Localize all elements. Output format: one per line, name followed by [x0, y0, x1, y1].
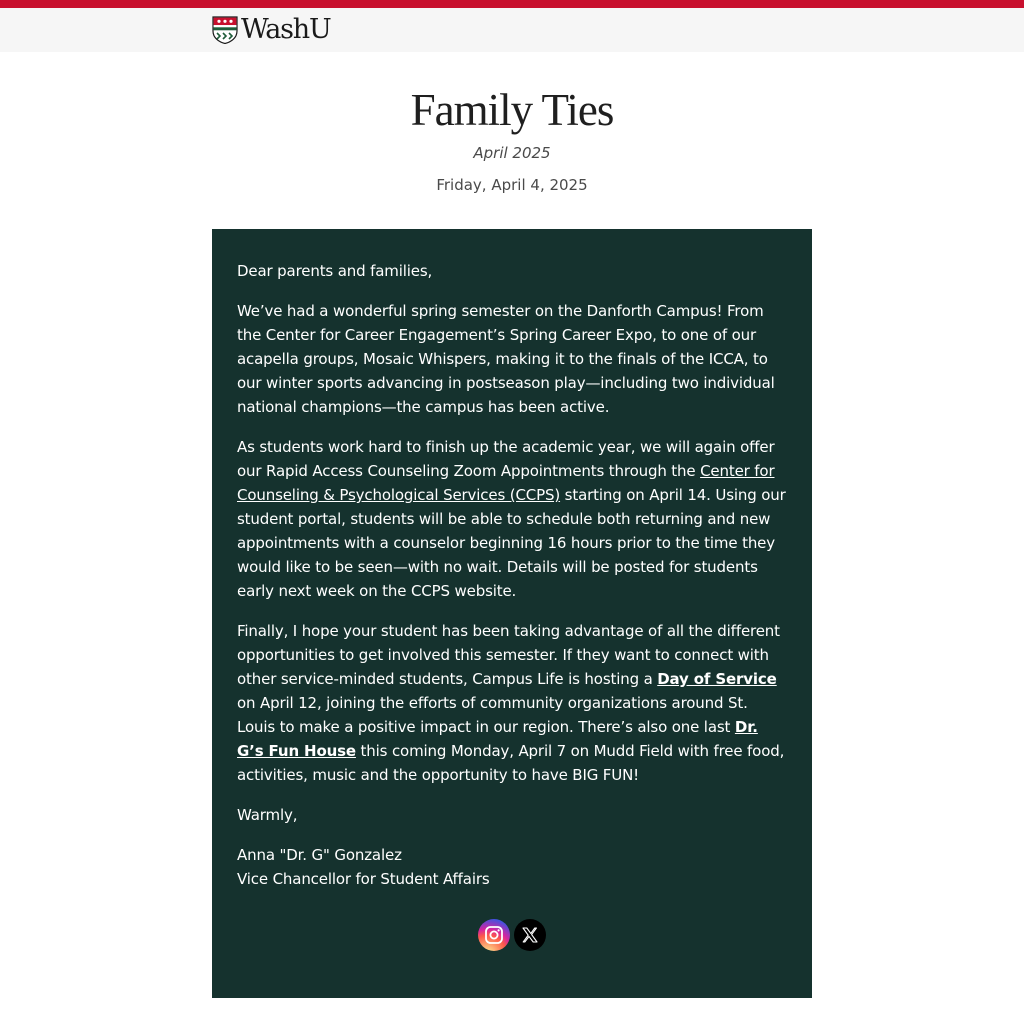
top-accent-stripe	[0, 0, 1024, 8]
signer-name: Anna "Dr. G" Gonzalez	[237, 846, 402, 864]
paragraph-text: As students work hard to finish up the academic year, we will again offer our Rapid Access Counseling Zoom Appointments through the	[237, 438, 775, 480]
paragraph-text: this coming Monday, April 7 on Mudd Field with free food, activities, music and the opportunity to have BIG FUN!	[237, 742, 785, 784]
social-links	[212, 919, 812, 951]
paragraph-involvement	[237, 619, 787, 787]
day-of-service-link[interactable]: Day of Service	[657, 670, 777, 688]
instagram-glyph	[484, 925, 504, 945]
ccps-link[interactable]: Center for Counseling & Psychological Services (CCPS)	[237, 462, 775, 504]
washu-shield-icon	[212, 16, 238, 44]
paragraph-text: starting on April 14. Using our student portal, students will be able to schedule both returning and new appointments with a counselor beginning 16 hours prior to the time they would like to be seen—with no wait. Details will be posted for students early next week on the CCPS website.	[237, 486, 786, 600]
washu-logo[interactable]	[212, 16, 331, 44]
x-glyph	[521, 926, 539, 944]
fun-house-link[interactable]: Dr. G’s Fun House	[237, 718, 758, 760]
paragraph-counseling	[237, 435, 787, 603]
publish-date: Friday, April 4, 2025	[436, 176, 588, 194]
paragraph-semester-recap: We’ve had a wonderful spring semester on the Danforth Campus! From the Center for Career Engagement’s Spring Career Expo, to one of our acapella groups, Mosaic Whispers, making it to the finals of the ICCA, to our winter sports advancing in postseason play—including two individual national champions—the campus has been active.	[237, 302, 775, 416]
x-icon[interactable]	[514, 919, 546, 951]
signer-title: Vice Chancellor for Student Affairs	[237, 870, 490, 888]
paragraph-text: on April 12, joining the efforts of community organizations around St. Louis to make a positive impact in our region. There’s also one last	[237, 694, 748, 736]
brand-wordmark: WashU	[241, 14, 331, 45]
header-bar	[0, 8, 1024, 52]
issue-label: April 2025	[473, 144, 551, 162]
greeting: Dear parents and families,	[237, 262, 433, 280]
paragraph-text: Finally, I hope your student has been taking advantage of all the different opportunities to get involved this semester. If they want to connect with other service-minded students, Campus Life is hosting a	[237, 622, 780, 688]
instagram-icon[interactable]	[478, 919, 510, 951]
signature	[237, 843, 787, 891]
letter-card	[212, 229, 812, 998]
closing: Warmly,	[237, 806, 298, 824]
newsletter-masthead	[0, 84, 1024, 196]
newsletter-title: Family Ties	[410, 85, 614, 135]
